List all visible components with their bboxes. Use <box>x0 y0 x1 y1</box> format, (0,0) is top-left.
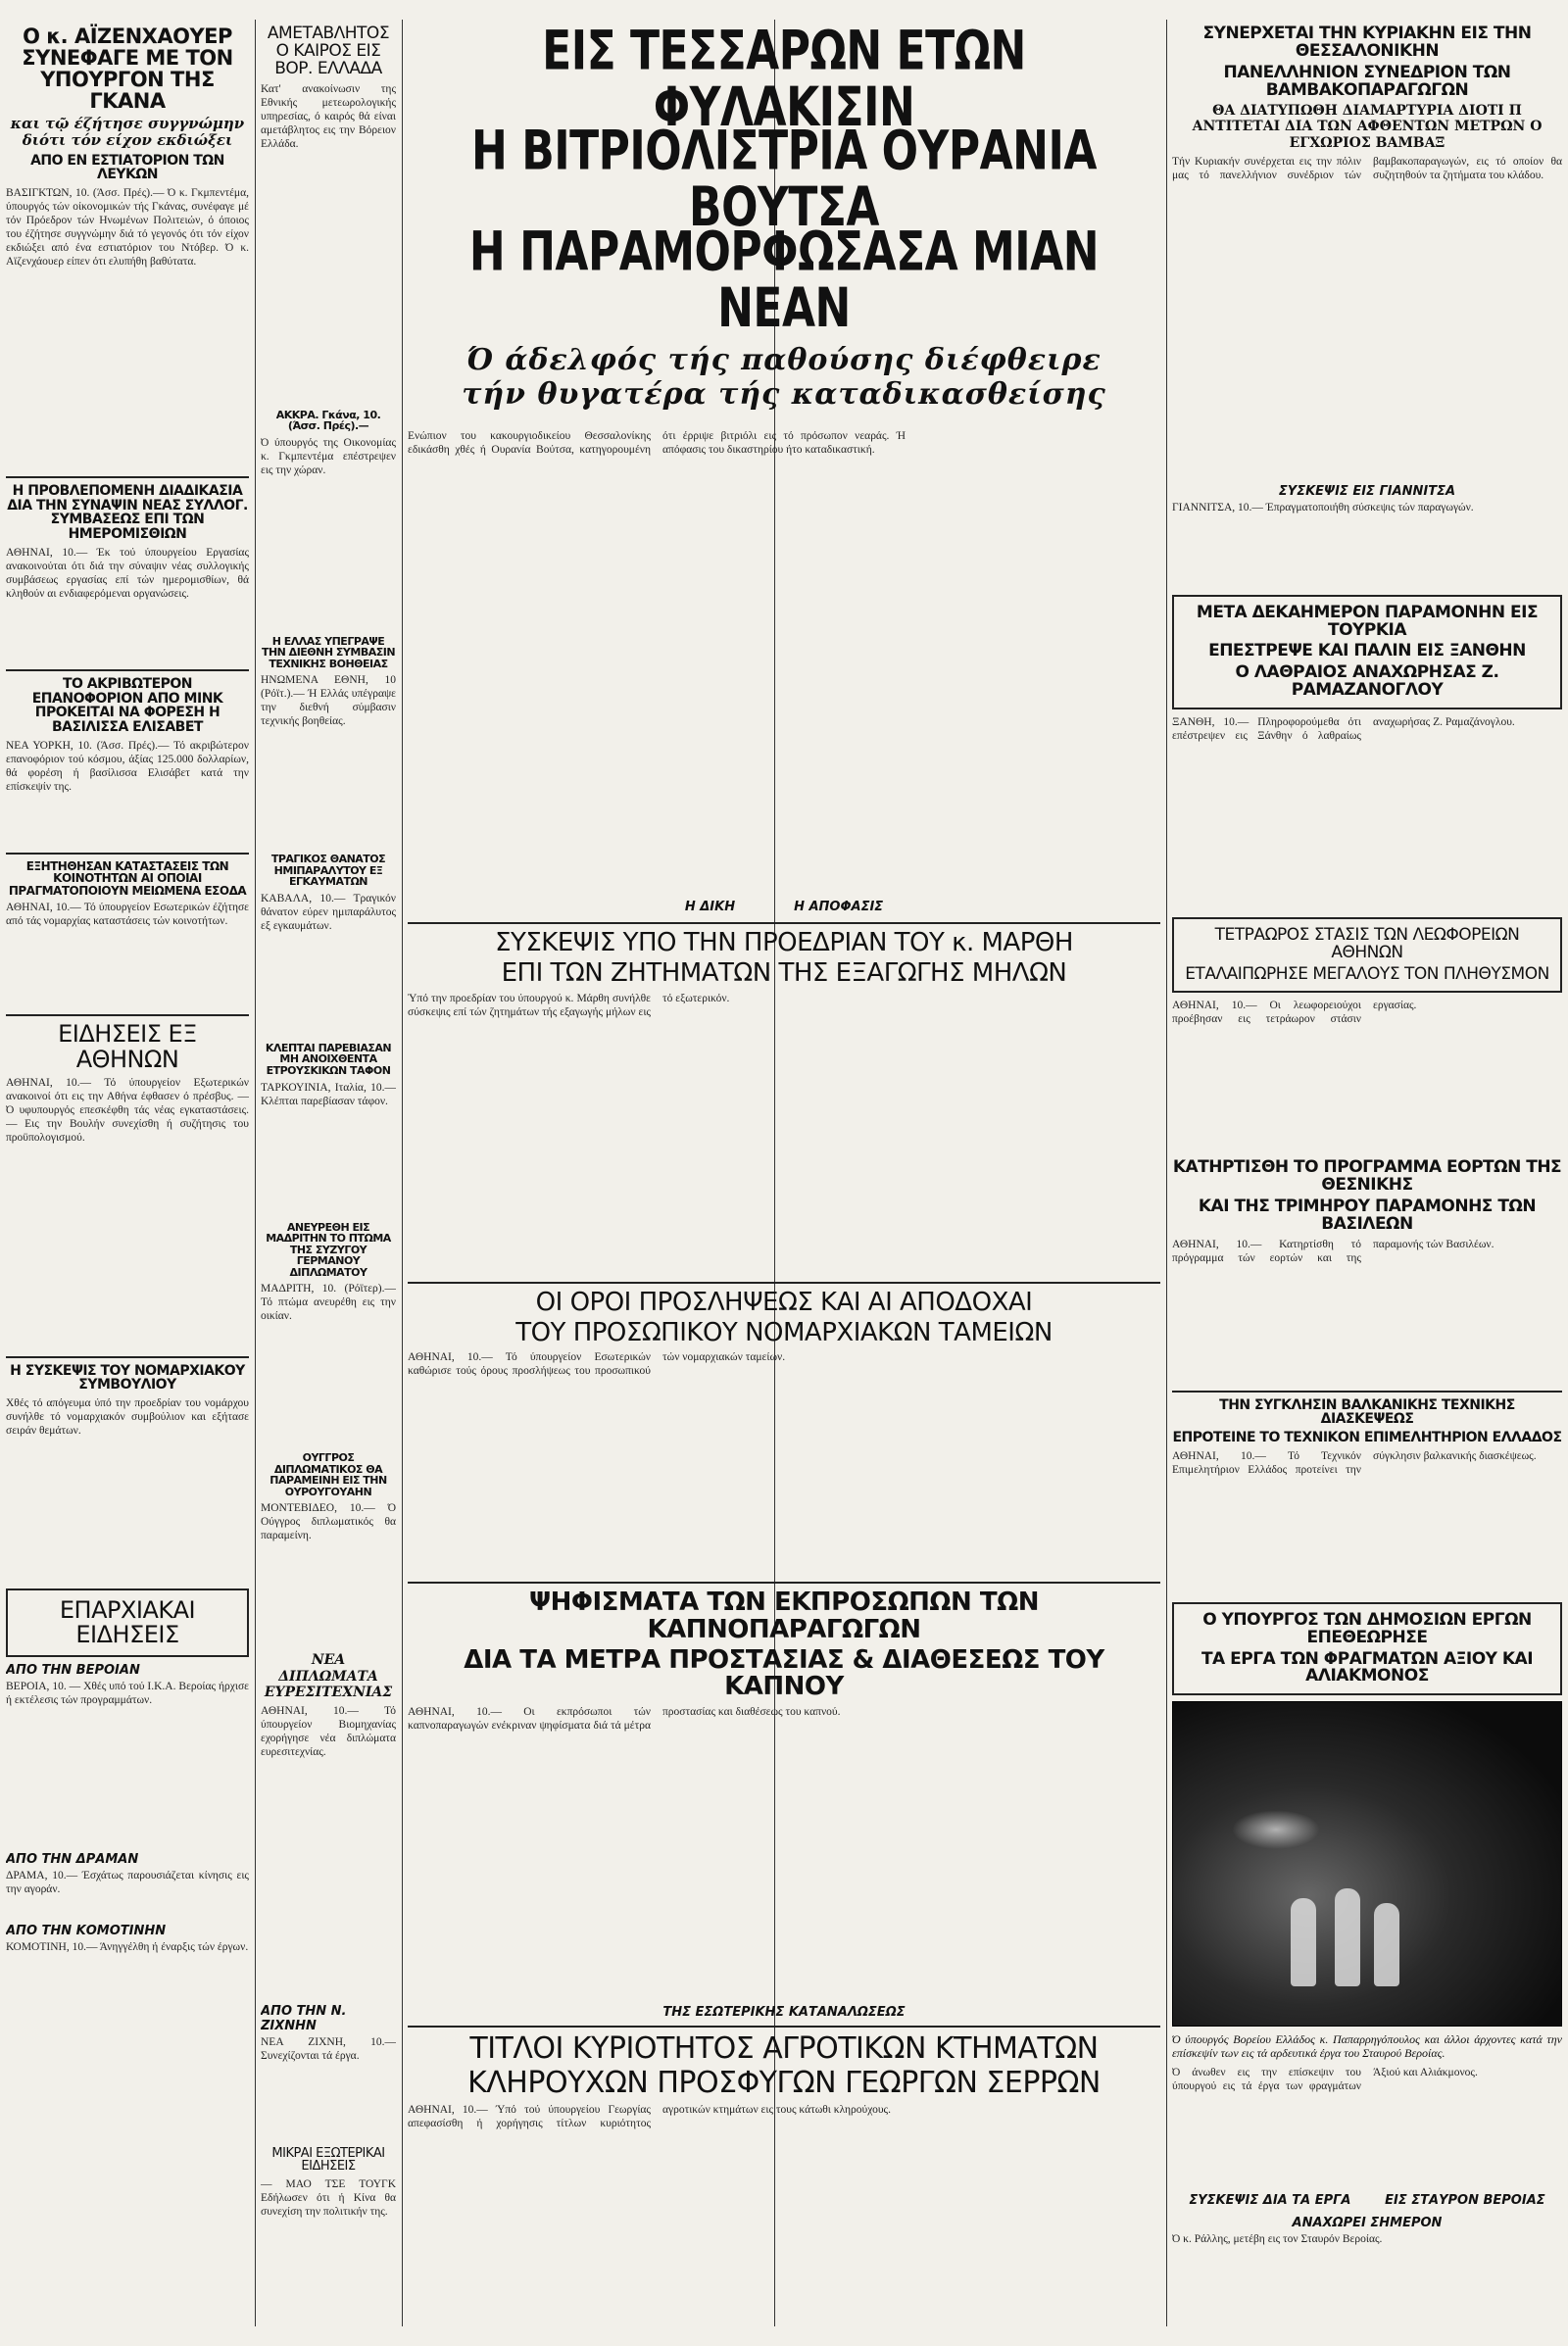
article-prefecture-council: Χθές τό απόγευμα ύπό την προεδρίαν του νομάρχου συνήλθε τό νομαρχιακόν συμβούλιον και εξήτασε σειράν θεμάτων. <box>6 1397 249 1438</box>
divider <box>408 1582 1160 1584</box>
section-domestic-consumption: ΤΗΣ ΕΣΩΤΕΡΙΚΗΣ ΚΑΤΑΝΑΛΩΣΕΩΣ <box>662 2004 906 2020</box>
headline-technical-aid: Η ΕΛΛΑΣ ΥΠΕΓΡΑΨΕ ΤΗΝ ΔΙΕΘΝΗ ΣΥΜΒΑΣΙΝ ΤΕΧΝΙΚΗΣ ΒΟΗΘΕΙΑΣ <box>261 634 396 670</box>
headline-foreign-briefs: ΜΙΚΡΑΙ ΕΞΩΤΕΡΙΚΑΙ ΕΙΔΗΣΕΙΣ <box>271 2145 385 2175</box>
article-technical-aid: ΗΝΩΜΕΝΑ ΕΘΝΗ, 10 (Ρόϊτ.).— Ή Ελλάς υπέγραψε την διεθνή σύμβασιν τεχνικής βοηθείας. <box>261 674 396 728</box>
article-patents: ΑΘΗΝΑΙ, 10.— Τό ύπουργείον Βιομηχανίας εχορήγησε νέα διπλώματα ευρεσιτεχνίας. <box>261 1704 396 1758</box>
divider <box>408 1282 1160 1284</box>
column-second <box>261 22 396 2324</box>
box-provincial-news <box>6 1588 249 1657</box>
headline-apples-2: ΕΠΙ ΤΩΝ ΖΗΤΗΜΑΤΩΝ ΤΗΣ ΕΞΑΓΩΓΗΣ ΜΗΛΩΝ <box>501 958 1067 989</box>
divider <box>6 853 249 855</box>
headline-tragic-death: ΤΡΑΓΙΚΟΣ ΘΑΝΑΤΟΣ ΗΜΙΠΑΡΑΛΥΤΟΥ ΕΞ ΕΓΚΑΥΜΑΤΩΝ <box>270 853 386 889</box>
headline-mink-coat: ΤΟ ΑΚΡΙΒΩΤΕΡΟΝ ΕΠΑΝΟΦΟΡΙΟΝ ΑΠΟ ΜΙΝΚ ΠΡΟΚΕΙΤΑΙ ΝΑ ΦΟΡΕΣΗ Η ΒΑΣΙΛΙΣΣΑ ΕΛΙΣΑΒΕΤ <box>31 675 223 735</box>
headline-vitriol-1: ΕΙΣ ΤΕΣΣΑΡΩΝ ΕΤΩΝ ΦΥΛΑΚΙΣΙΝ <box>542 20 1026 140</box>
section-departs-today: ΑΝΑΧΩΡΕΙ ΣΗΜΕΡΟΝ <box>1292 2216 1443 2231</box>
headline-festivities-1: ΚΑΤΗΡΤΙΣΘΗ ΤΟ ΠΡΟΓΡΑΜΜΑ ΕΟΡΤΩΝ ΤΗΣ ΘΕΣΝΙΚΗΣ <box>1172 1157 1562 1196</box>
dams-subsections <box>1172 2187 1562 2210</box>
article-wage-agreement: ΑΘΗΝΑΙ, 10.— Έκ τού ύπουργείου Εργασίας ανακοινούται ότι διά την σύναψιν νέας συλλογικής συμβάσεως εργασίας επί τών ημερομισθίων, θά κληθούν αι ενδιαφερόμεναι οργανώσεις. <box>6 546 249 600</box>
section-stavros-veria: ΕΙΣ ΣΤΑΥΡΟΝ ΒΕΡΟΙΑΣ <box>1385 2193 1545 2209</box>
article-hungarian-diplomat: ΜΟΝΤΕΒΙΔΕΟ, 10.— Ό Ούγγρος διπλωματικός θα παραμείνη. <box>261 1502 396 1542</box>
section-trial: Η ΔΙΚΗ <box>684 900 736 915</box>
section-veria: ΑΠΟ ΤΗΝ ΒΕΡΟΙΑΝ <box>6 1663 140 1679</box>
headline-treasury-staff-1: ΟΙ ΟΡΟΙ ΠΡΟΣΛΗΨΕΩΣ ΚΑΙ ΑΙ ΑΠΟΔΟΧΑΙ <box>535 1287 1033 1317</box>
section-nea-zichni: ΑΠΟ ΤΗΝ Ν. ΖΙΧΝΗΝ <box>261 2003 347 2033</box>
headline-communities: ΕΞΗΤΗΘΗΣΑΝ ΚΑΤΑΣΤΑΣΕΙΣ ΤΩΝ ΚΟΙΝΟΤΗΤΩΝ ΑΙ ΟΠΟΙΑΙ ΠΡΑΓΜΑΤΟΠΟΙΟΥΝ ΜΕΙΩΜΕΝΑ ΕΣΟΔΑ <box>8 858 247 898</box>
article-giannitsa: ΓΙΑΝΝΙΤΣΑ, 10.— Έπραγματοποιήθη σύσκεψις τών παραγωγών. <box>1172 501 1474 513</box>
divider <box>6 669 249 671</box>
headline-bus-strike-1: ΤΕΤΡΑΩΡΟΣ ΣΤΑΣΙΣ ΤΩΝ ΛΕΩΦΟΡΕΙΩΝ ΑΘΗΝΩΝ <box>1214 924 1520 962</box>
divider <box>1172 1391 1562 1393</box>
headline-land-titles-2: ΚΛΗΡΟΥΧΩΝ ΠΡΟΣΦΥΓΩΝ ΓΕΩΡΓΩΝ ΣΕΡΡΩΝ <box>467 2066 1101 2100</box>
column-rule <box>402 20 403 2326</box>
headline-ramazanoglou-2: ΕΠΕΣΤΡΕΨΕ ΚΑΙ ΠΑΛΙΝ ΕΙΣ ΞΑΝΘΗΝ <box>1208 641 1526 661</box>
headline-vitriol-3: Η ΠΑΡΑΜΟΡΦΩΣΑΣΑ ΜΙΑΝ ΝΕΑΝ <box>468 220 1100 340</box>
headline-eisenhower: Ο κ. ΑΪΖΕΝΧΑΟΥΕΡ ΣΥΝΕΦΑΓΕ ΜΕ ΤΟΝ ΥΠΟΥΡΓΟΝ ΤΗΣ ΓΚΑΝΑ <box>22 24 233 114</box>
headline-apples-1: ΣΥΣΚΕΨΙΣ ΥΠΟ ΤΗΝ ΠΡΟΕΔΡΙΑΝ ΤΟΥ κ. ΜΑΡΘΗ <box>495 928 1073 958</box>
column-rule <box>1166 20 1167 2326</box>
column-rule <box>255 20 256 2326</box>
headline-accra: ΑΚΚΡΑ. Γκάνα, 10. (Άσσ. Πρές).— <box>275 408 381 433</box>
headline-balkan-conference-1: ΤΗΝ ΣΥΓΚΛΗΣΙΝ ΒΑΛΚΑΝΙΚΗΣ ΤΕΧΝΙΚΗΣ ΔΙΑΣΚΕΨΕΩΣ <box>1219 1396 1515 1428</box>
divider <box>6 1014 249 1016</box>
headline-provincial-news: ΕΠΑΡΧΙΑΚΑΙ ΕΙΔΗΣΕΙΣ <box>59 1596 196 1649</box>
article-vitriol: Ενώπιον του κακουργιοδικείου Θεσσαλονίκης εδικάσθη χθές ή Ουρανία Βούτσα, κατηγορουμένη ότι έρριψε βιτριόλι εις τό πρόσωπον νεαράς. Ή απόφασις του δικαστηρίου ήτο καταδικαστική. <box>408 430 906 457</box>
headline-wage-agreement: Η ΠΡΟΒΛΕΠΟΜΕΝΗ ΔΙΑΔΙΚΑΣΙΑ ΔΙΑ ΤΗΝ ΣΥΝΑΨΙΝ ΝΕΑΣ ΣΥΛΛΟΓ. ΣΥΜΒΑΣΕΩΣ ΕΠΙ ΤΩΝ ΗΜΕΡΟΜΙΣΘΙΩΝ <box>7 483 248 543</box>
article-dams: Ό άνωθεν εις την επίσκεψιν του ύπουργού εις τά έργα των φραγμάτων Άξιού και Αλιάκμονος. <box>1172 2067 1478 2093</box>
subheadline-vitriol: Ό άδελφός τής παθούσης διέφθειρε τήν θυγατέρα τής καταδικασθείσης <box>462 343 1106 412</box>
headline-hungarian-diplomat: ΟΥΓΓΡΟΣ ΔΙΠΛΩΜΑΤΙΚΟΣ ΘΑ ΠΑΡΑΜΕΙΝΗ ΕΙΣ ΤΗΝ ΟΥΡΟΥΓΟΥΑΗΝ <box>270 1451 387 1498</box>
article-komotini: ΚΟΜΟΤΙΝΗ, 10.— Άνηγγέλθη ή έναρξις τών έργων. <box>6 1941 249 1954</box>
headline-weather: ΑΜΕΤΑΒΛΗΤΟΣ Ο ΚΑΙΡΟΣ ΕΙΣ ΒΟΡ. ΕΛΛΑΔΑ <box>267 24 390 78</box>
box-dams <box>1172 1602 1562 1695</box>
article-etruscan-tomb: ΤΑΡΚΟΥΙΝΙΑ, Ιταλία, 10.— Κλέπται παρεβίασαν τάφον. <box>261 1081 396 1107</box>
divider <box>408 922 1160 924</box>
headline-cotton-congress-1: ΣΥΝΕΡΧΕΤΑΙ ΤΗΝ ΚΥΡΙΑΚΗΝ ΕΙΣ ΤΗΝ ΘΕΣΣΑΛΟΝΙΚΗΝ <box>1202 24 1532 61</box>
section-verdict: Η ΑΠΟΦΑΣΙΣ <box>794 900 884 915</box>
divider <box>408 2026 1160 2028</box>
article-communities: ΑΘΗΝΑΙ, 10.— Τό ύπουργείον Εσωτερικών έζήτησε από τάς νομαρχίας καταστάσεις τών κοινοτήτων. <box>6 902 249 928</box>
headline-treasury-staff-2: ΤΟΥ ΠΡΟΣΩΠΙΚΟΥ ΝΟΜΑΡΧΙΑΚΩΝ ΤΑΜΕΙΩΝ <box>515 1318 1053 1348</box>
headline-bus-strike-2: ΕΤΑΛΑΙΠΩΡΗΣΕ ΜΕΓΑΛΟΥΣ ΤΟΝ ΠΛΗΘΥΣΜΟΝ <box>1185 963 1549 984</box>
section-komotini: ΑΠΟ ΤΗΝ ΚΟΜΟΤΙΝΗΝ <box>6 1924 167 1939</box>
article-foreign-briefs: — ΜΑΟ ΤΣΕ ΤΟΥΓΚ Εδήλωσεν ότι ή Κίνα θα συνεχίση την πολιτικήν της. <box>261 2178 396 2219</box>
subheadline-eisenhower: και τῷ έζήτησε συγγνώμην διότι τόν είχον εκδιώξει <box>10 115 245 150</box>
headline-land-titles-1: ΤΙΤΛΟΙ ΚΥΡΙΟΤΗΤΟΣ ΑΓΡΟΤΙΚΩΝ ΚΤΗΜΑΤΩΝ <box>469 2030 1099 2066</box>
article-mink-coat: ΝΕΑ ΥΟΡΚΗ, 10. (Άσσ. Πρές).— Τό ακριβώτερον επανοφόριον τού κόσμου, άξίας 125.000 δολλαρίων, θά φορέση ή βασίλισσα Ελισάβετ κατά την επίσκεψίν της. <box>6 739 249 793</box>
column-right <box>1172 22 1562 2324</box>
headline-vitriol-2: Η ΒΙΤΡΙΟΛΙΣΤΡΙΑ ΟΥΡΑΝΙΑ ΒΟΥΤΣΑ <box>471 121 1097 240</box>
headline-patents: ΝΕΑ ΔΙΠΛΩΜΑΤΑ ΕΥΡΕΣΙΤΕΧΝΙΑΣ <box>264 1652 393 1700</box>
article-ramazanoglou: ΞΑΝΘΗ, 10.— Πληροφορούμεθα ότι επέστρεψεν εις Ξάνθην ό λαθραίως αναχωρήσας Ζ. Ραμαζάνογλου. <box>1172 715 1515 742</box>
article-eisenhower: ΒΑΣΙΓΚΤΩΝ, 10. (Άσσ. Πρές).— Ό κ. Γκμπεντέμα, ύπουργός τών οίκονομικών τής Γκάνας, συνέφαγε μέ τόν Πρόεδρον τών Ηνωμένων Πολιτειών, ό όποιος του έζήτησε συγγνώμην διά τό γεγονός ότι τόν είχον εκδιώξει από ένα εστιατόριον του Ντόβερ. Ό κ. Αϊζενχάουερ είπεν ότι ελυπήθη βαθύτατα. <box>6 187 249 269</box>
subheadline-cotton-congress: ΘΑ ΔΙΑΤΥΠΩΘΗ ΔΙΑΜΑΡΤΥΡΙΑ ΔΙΟΤΙ Π ΑΝΤΙΤΕΤΑΙ ΔΙΑ ΤΩΝ ΑΦΘΕΝΤΩΝ ΜΕΤΡΩΝ Ο ΕΓΧΩΡΙΟΣ ΒΑΜΒΑΞ <box>1192 103 1543 151</box>
column-main <box>408 20 1160 2324</box>
photo-caption: Ό ύπουργός Βορείου Ελλάδος κ. Παπαρρηγόπουλος και άλλοι άρχοντες κατά την επίσκεψίν των εις τά αρδευτικά έργα του Σταυρού Βεροίας. <box>1172 2032 1562 2061</box>
article-drama: ΔΡΑΜΑ, 10.— Έσχάτως παρουσιάζεται κίνησις εις την αγοράν. <box>6 1870 249 1896</box>
article-weather: Κατ' ανακοίνωσιν της Εθνικής μετεωρολογικής υπηρεσίας, ό καιρός θά είναι αμετάβλητος εις την Βόρειον Ελλάδα. <box>261 82 396 150</box>
headline-tobacco-2: ΔΙΑ ΤΑ ΜΕΤΡΑ ΠΡΟΣΤΑΣΙΑΣ & ΔΙΑΘΕΣΕΩΣ ΤΟΥ ΚΑΠΝΟΥ <box>464 1644 1104 1702</box>
headline-tobacco-1: ΨΗΦΙΣΜΑΤΑ ΤΩΝ ΕΚΠΡΟΣΩΠΩΝ ΤΩΝ ΚΑΠΝΟΠΑΡΑΓΩΓΩΝ <box>529 1588 1039 1644</box>
photo-dam-inspection <box>1172 1701 1562 2027</box>
box-bus-strike <box>1172 917 1562 994</box>
headline-ramazanoglou-3: Ο ΛΑΘΡΑΙΟΣ ΑΝΑΧΩΡΗΣΑΣ Ζ. ΡΑΜΑΖΑΝΟΓΛΟΥ <box>1235 662 1499 701</box>
headline-athens-news: ΕΙΔΗΣΕΙΣ ΕΞ ΑΘΗΝΩΝ <box>58 1020 197 1073</box>
headline-balkan-conference-2: ΕΠΡΟΤΕΙΝΕ ΤΟ ΤΕΧΝΙΚΟΝ ΕΠΙΜΕΛΗΤΗΡΙΟΝ ΕΛΛΑΔΟΣ <box>1172 1430 1562 1446</box>
section-dams-meeting: ΣΥΣΚΕΨΙΣ ΔΙΑ ΤΑ ΕΡΓΑ <box>1189 2193 1351 2209</box>
headline-cotton-congress-2: ΠΑΝΕΛΛΗΝΙΟΝ ΣΥΝΕΔΡΙΟΝ ΤΩΝ ΒΑΜΒΑΚΟΠΑΡΑΓΩΓΩΝ <box>1223 62 1511 100</box>
article-land-titles: ΑΘΗΝΑΙ, 10.— Ύπό τού ύπουργείου Γεωργίας απεφασίσθη ή χορήγησις τίτλων κυριότητος αγροτικών κτημάτων εις τους κάτωθι κληρούχους. <box>408 2103 891 2129</box>
headline-festivities-2: ΚΑΙ ΤΗΣ ΤΡΙΜΗΡΟΥ ΠΑΡΑΜΟΝΗΣ ΤΩΝ ΒΑΣΙΛΕΩΝ <box>1198 1197 1537 1234</box>
box-ramazanoglou <box>1172 595 1562 709</box>
divider <box>6 1356 249 1358</box>
headline-ramazanoglou-1: ΜΕΤΑ ΔΕΚΑΗΜΕΡΟΝ ΠΑΡΑΜΟΝΗΝ ΕΙΣ ΤΟΥΡΚΙΑ <box>1196 602 1539 640</box>
headline-dams-2: ΤΑ ΕΡΓΑ ΤΩΝ ΦΡΑΓΜΑΤΩΝ ΑΞΙΟΥ ΚΑΙ ΑΛΙΑΚΜΟΝΟΣ <box>1200 1648 1534 1686</box>
article-treasury-staff: ΑΘΗΝΑΙ, 10.— Τό ύπουργείον Εσωτερικών καθώρισε τούς όρους προσλήψεως του προσωπικού τών νομαρχιακών ταμείων. <box>408 1351 786 1378</box>
headline-eisenhower-tail: ΑΠΟ ΕΝ ΕΣΤΙΑΤΟΡΙΟΝ ΤΩΝ ΛΕΥΚΩΝ <box>30 152 224 183</box>
section-giannitsa: ΣΥΣΚΕΨΙΣ ΕΙΣ ΓΙΑΝΝΙΤΣΑ <box>1278 483 1456 499</box>
article-veria: ΒΕΡΟΙΑ, 10. — Χθές υπό τού Ι.Κ.Α. Βεροίας ήρχισε ή εκτέλεσις τών προγραμμάτων. <box>6 1681 249 1707</box>
divider <box>6 476 249 478</box>
article-madrid: ΜΑΔΡΙΤΗ, 10. (Ρόϊτερ).— Τό πτώμα ανευρέθη εις την οικίαν. <box>261 1283 396 1323</box>
article-tobacco: ΑΘΗΝΑΙ, 10.— Οι εκπρόσωποι τών καπνοπαραγωγών ενέκριναν ψηφίσματα διά τά μέτρα προστασίας και διαθέσεως του καπνού. <box>408 1705 841 1732</box>
article-festivities: ΑΘΗΝΑΙ, 10.— Κατηρτίσθη τό πρόγραμμα τών εορτών και της παραμονής τών Βασιλέων. <box>1172 1238 1494 1264</box>
article-apples: Ύπό την προεδρίαν του ύπουργού κ. Μάρθη συνήλθε σύσκεψις επί τών ζητημάτων τής εξαγωγής μήλων εις τό εξωτερικόν. <box>408 992 730 1018</box>
article-athens-news: ΑΘΗΝΑΙ, 10.— Τό ύπουργείον Εξωτερικών ανακοινοί ότι εις την Αθήνα έφθασεν ό πρέσβυς. — Ό υφυπουργός επεσκέφθη τάς νέας εγκαταστάσεις. — Εις την Βουλήν συνεχίσθη ή συζήτησις του προϋπολογισμού. <box>6 1076 249 1144</box>
vitriol-subsections <box>408 894 1160 916</box>
column-left <box>6 22 249 2324</box>
headline-dams-1: Ο ΥΠΟΥΡΓΟΣ ΤΩΝ ΔΗΜΟΣΙΩΝ ΕΡΓΩΝ ΕΠΕΘΕΩΡΗΣΕ <box>1202 1609 1532 1647</box>
article-nea-zichni: ΝΕΑ ΖΙΧΝΗ, 10.— Συνεχίζονται τά έργα. <box>261 2035 396 2062</box>
headline-prefecture-council: Η ΣΥΣΚΕΨΙΣ ΤΟΥ ΝΟΜΑΡΧΙΑΚΟΥ ΣΥΜΒΟΥΛΙΟΥ <box>10 1362 245 1393</box>
article-tragic-death: ΚΑΒΑΛΑ, 10.— Τραγικόν θάνατον εύρεν ημιπαράλυτος εξ εγκαυμάτων. <box>261 892 396 932</box>
article-departs-today: Ό κ. Ράλλης, μετέβη εις τον Σταυρόν Βεροίας. <box>1172 2233 1383 2246</box>
headline-madrid: ΑΝΕΥΡΕΘΗ ΕΙΣ ΜΑΔΡΙΤΗΝ ΤΟ ΠΤΩΜΑ ΤΗΣ ΣΥΖΥΓΟΥ ΓΕΡΜΑΝΟΥ ΔΙΠΛΩΜΑΤΟΥ <box>266 1220 391 1279</box>
section-drama: ΑΠΟ ΤΗΝ ΔΡΑΜΑΝ <box>6 1852 139 1868</box>
article-cotton-congress: Τήν Κυριακήν συνέρχεται εις την πόλιν μας τό πανελλήνιον συνέδριον τών βαμβακοπαραγωγών, εις τό οποίον θα συζητηθούν τα ζητήματα του κλάδου. <box>1172 155 1562 181</box>
article-balkan-conference: ΑΘΗΝΑΙ, 10.— Τό Τεχνικόν Επιμελητήριον Ελλάδος προτείνει την σύγκλησιν βαλκανικής διασκέψεως. <box>1172 1449 1537 1476</box>
article-bus-strike: ΑΘΗΝΑΙ, 10.— Οι λεωφορειούχοι προέβησαν εις τετράωρον στάσιν εργασίας. <box>1172 1000 1417 1026</box>
article-accra: Ό ύπουργός της Οικονομίας κ. Γκμπεντέμα επέστρεψεν εις την χώραν. <box>261 436 396 476</box>
headline-etruscan-tomb: ΚΛΕΠΤΑΙ ΠΑΡΕΒΙΑΣΑΝ ΜΗ ΑΝΟΙΧΘΕΝΤΑ ΕΤΡΟΥΣΚΙΚΩΝ ΤΑΦΟΝ <box>265 1041 392 1077</box>
